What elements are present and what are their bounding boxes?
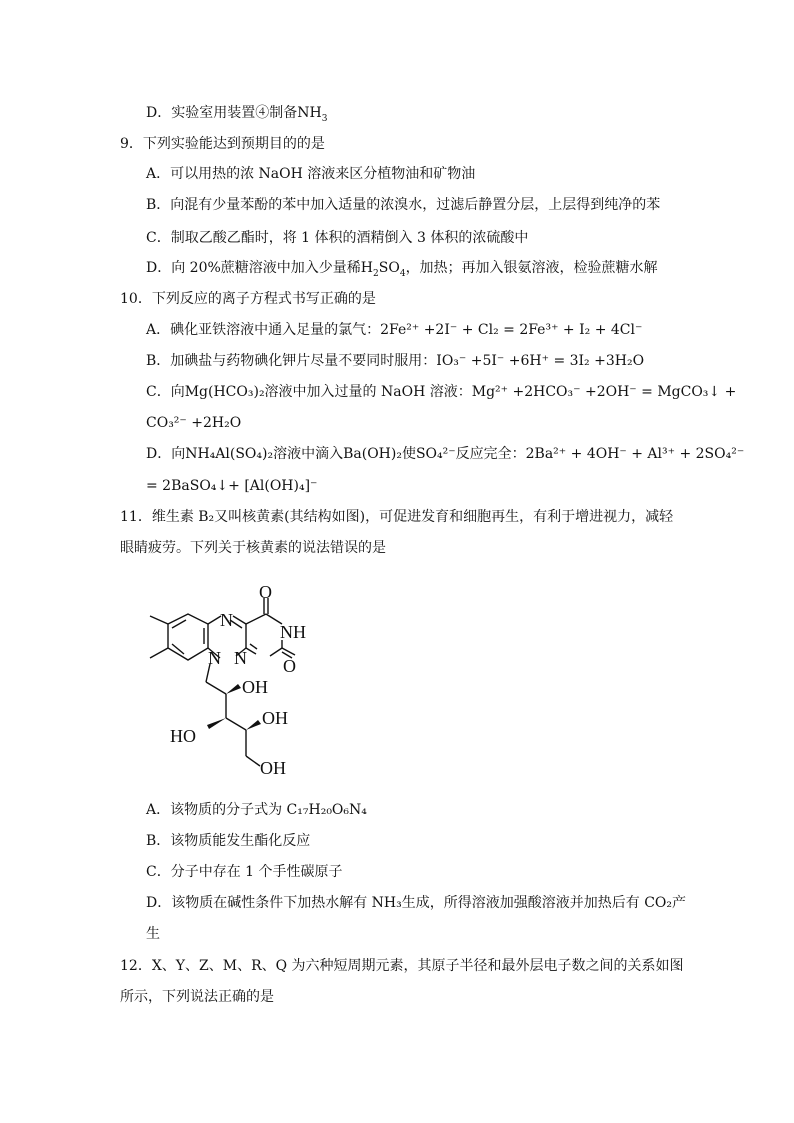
- q10-option-c-line1: C．向Mg(HCO₃)₂溶液中加入过量的 NaOH 溶液：Mg²⁺ +2HCO₃⁻ +2OH⁻ = MgCO₃↓ +: [146, 384, 737, 400]
- label-o-right: O: [283, 656, 296, 676]
- q11-option-b: B．该物质能发生酯化反应: [146, 833, 311, 849]
- q10-option-a: A．碘化亚铁溶液中通入足量的氯气：2Fe²⁺ +2I⁻ + Cl₂ = 2Fe³⁺ + I₂ + 4Cl⁻: [146, 322, 643, 338]
- wedge-bond-1: [226, 684, 241, 694]
- wedge-bond-3: [246, 720, 261, 730]
- methyl-bond-bottom: [150, 648, 168, 658]
- label-oh-2: OH: [262, 708, 288, 728]
- q11-option-d-line2: 生: [146, 926, 160, 942]
- label-n-mid: N: [234, 648, 247, 668]
- q8-option-d-text: D．实验室用装置④制备NH: [146, 105, 322, 121]
- benzene-ring: [168, 614, 208, 660]
- q12-stem-line1: 12．X、Y、Z、M、R、Q 为六种短周期元素，其原子半径和最外层电子数之间的关系如图: [120, 958, 684, 974]
- q8-option-d: [146, 103, 327, 123]
- q11-stem-line2: 眼睛疲劳。下列关于核黄素的说法错误的是: [120, 540, 386, 556]
- q11-stem-line1: 11．维生素 B₂又叫核黄素(其结构如图)，可促进发育和细胞再生，有利于增进视力，减轻: [120, 509, 674, 525]
- q10-option-d-line2: = 2BaSO₄↓+ [Al(OH)₄]⁻: [146, 478, 318, 494]
- q9-option-d-mid: SO: [378, 260, 400, 276]
- q10-option-c-line2: CO₃²⁻ +2H₂O: [146, 415, 242, 431]
- q9-option-d-sub1: 2: [373, 268, 379, 279]
- q10-option-d-line1: D．向NH₄Al(SO₄)₂溶液中滴入Ba(OH)₂使SO₄²⁻反应完全：2Ba²⁺ + 4OH⁻ + Al³⁺ + 2SO₄²⁻: [146, 446, 745, 462]
- q9-option-d: [146, 258, 658, 278]
- q9-option-d-post: ，加热；再加入银氨溶液，检验蔗糖水解: [405, 260, 658, 276]
- label-n-bottom: N: [208, 648, 221, 668]
- label-oh-3: OH: [260, 758, 286, 778]
- q9-option-c: C．制取乙酸乙酯时，将 1 体积的酒精倒入 3 体积的浓硫酸中: [146, 230, 529, 246]
- riboflavin-structure-diagram: [120, 578, 320, 778]
- q10-stem: 10．下列反应的离子方程式书写正确的是: [120, 291, 376, 307]
- q9-option-d-sub2: 4: [399, 268, 406, 279]
- q8-option-d-sub: 3: [321, 113, 328, 124]
- q9-option-d-pre: D．向 20%蔗糖溶液中加入少量稀H: [146, 260, 374, 276]
- q11-option-d-line1: D．该物质在碱性条件下加热水解有 NH₃生成，所得溶液加强酸溶液并加热后有 CO₂产: [146, 895, 686, 911]
- q9-stem: 9．下列实验能达到预期目的的是: [120, 136, 325, 152]
- methyl-bond-top: [150, 616, 168, 624]
- q11-option-c: C．分子中存在 1 个手性碳原子: [146, 864, 343, 880]
- q9-option-a: A．可以用热的浓 NaOH 溶液来区分植物油和矿物油: [146, 166, 476, 182]
- label-n-top: N: [220, 610, 233, 630]
- label-oh-1: OH: [242, 677, 268, 697]
- q12-stem-line2: 所示，下列说法正确的是: [120, 989, 274, 1005]
- q9-option-b: B．向混有少量苯酚的苯中加入适量的浓溴水，过滤后静置分层，上层得到纯净的苯: [146, 197, 661, 213]
- label-nh: NH: [280, 622, 306, 642]
- q10-option-b: B．加碘盐与药物碘化钾片尽量不要同时服用：IO₃⁻ +5I⁻ +6H⁺ = 3I₂ +3H₂O: [146, 353, 645, 369]
- label-ho: HO: [170, 726, 196, 746]
- q11-option-a: A．该物质的分子式为 C₁₇H₂₀O₆N₄: [146, 802, 367, 818]
- label-o-top: O: [259, 582, 272, 602]
- wedge-bond-2: [207, 718, 226, 729]
